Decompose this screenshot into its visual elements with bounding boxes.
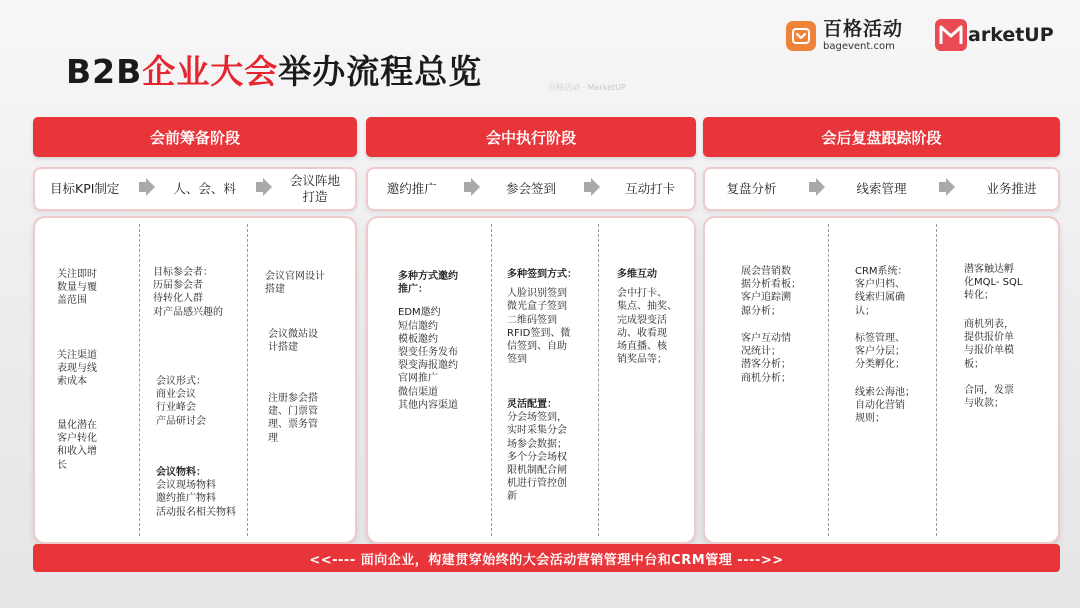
marketup-logo-text: arketUP [968,24,1054,46]
checkin-methods-note [507,268,577,366]
chevron-right-icon [937,178,955,200]
invite-methods-title: 多种方式邀约 推广： [398,271,458,296]
flexible-config-body: 分会场签到， 实时采集分会 场参会数据； 多个分会场权 限机制配合闸 机进行管控创 新 [507,412,567,503]
detail-panel-post [703,216,1060,544]
title-suffix: 举办流程总览 [278,52,483,91]
analytics-dashboard-note: 展会营销数 据分析看板； 客户追踪溯 源分析； [741,266,801,317]
column-divider [598,224,599,536]
target-audience-note: 目标参会者： 历届参会者 待转化人群 对产品感兴趣的 [153,267,223,318]
meeting-format-note: 会议形式： 商业会议 行业峰会 产品研讨会 [156,376,206,427]
chevron-right-icon [254,178,272,200]
page-title [66,46,482,93]
meeting-material-note [156,466,236,519]
column-divider [491,224,492,536]
column-divider [139,224,140,536]
step-interaction: 互动打卡 [625,181,676,196]
kpi-note-channel: 关注渠道 表现与线 索成本 [57,350,97,388]
chevron-right-icon [137,178,155,200]
step-people-meeting-material: 人、会、料 [173,181,236,196]
chevron-right-icon [462,178,480,200]
detail-panel-during [366,216,696,544]
column-divider [936,224,937,536]
checkin-methods-body: 人脸识别签到 微光盒子签到 二维码签到 RFID签到、微 信签到、自助 签到 [507,288,571,366]
microsite-build-note: 会议微站设 计搭建 [268,329,318,354]
bagevent-logo [786,20,903,52]
title-prefix: B2B [66,52,143,91]
detail-panel-pre [33,216,357,544]
multi-interaction-body: 会中打卡、 集点、抽奖、 完成裂变活 动、收看现 场直播、核 销奖品等； [617,288,677,366]
bagevent-logo-icon [786,21,816,51]
marketup-logo [935,19,1054,51]
invite-methods-note [398,270,458,412]
column-divider [247,224,248,536]
tag-segmentation-note: 标签管理、 客户分层； 分类孵化； [855,333,905,371]
step-review-analysis: 复盘分析 [726,181,777,196]
flexible-config-note [507,398,567,504]
step-venue-build: 会议阵地 打造 [289,173,340,204]
steps-during [366,167,696,211]
title-highlight: 企业大会 [142,52,279,91]
registration-ticket-note: 注册参会搭 建、门票管 理、票务管 理 [268,393,318,444]
step-checkin: 参会签到 [505,181,556,196]
kpi-note-coverage: 关注即时 数量与覆 盖范围 [57,269,97,307]
flexible-config-title: 灵活配置： [507,399,557,410]
step-business-advance: 业务推进 [986,181,1037,196]
step-invite-promotion: 邀约推广 [386,181,437,196]
crm-system-note: CRM系统： 客户归档、 线索归属确 认； [855,266,908,317]
column-divider [828,224,829,536]
mql-sql-note: 潜客触达孵 化MQL- SQL 转化； [964,264,1023,302]
customer-analysis-note: 客户互动情 况统计； 潜客分析； 商机分析； [741,333,791,384]
marketup-logo-icon [935,19,967,51]
meeting-material-body: 会议现场物料 邀约推广物料 活动报名相关物料 [156,480,236,518]
multi-interaction-title: 多维互动 [617,269,657,280]
phase-bar-pre: 会前筹备阶段 [33,117,357,157]
meeting-material-title: 会议物料： [156,467,206,478]
watermark: 百格活动 · MarketUP [548,83,626,92]
phase-bar-during: 会中执行阶段 [366,117,696,157]
bagevent-logo-text: 百格活动 [823,18,904,40]
contract-invoice-note: 合同，发票 与收款； [964,385,1014,410]
bottom-banner: <<---- 面向企业，构建贯穿始终的大会活动营销管理中台和CRM管理 ---->> [33,544,1060,572]
step-kpi: 目标KPI制定 [50,181,120,196]
multi-interaction-note [617,268,677,366]
invite-methods-body: EDM邀约 短信邀约 模板邀约 裂变任务发布 裂变海报邀约 官网推广 微信渠道 其他内容渠道 [398,307,458,411]
steps-pre [33,167,357,211]
chevron-right-icon [807,178,825,200]
website-build-note: 会议官网设计 搭建 [265,271,325,296]
steps-post [703,167,1060,211]
phase-bar-post: 会后复盘跟踪阶段 [703,117,1060,157]
kpi-note-conversion: 量化潜在 客户转化 和收入增 长 [57,420,97,471]
chevron-right-icon [582,178,600,200]
step-lead-management: 线索管理 [856,181,907,196]
checkin-methods-title: 多种签到方式： [507,269,577,280]
bagevent-logo-url: bagevent.com [823,41,895,52]
lead-pool-note: 线索公海池； 自动化营销 规则； [855,387,915,425]
opportunity-quote-note: 商机列表， 提供报价单 与报价单模 板； [964,319,1014,370]
